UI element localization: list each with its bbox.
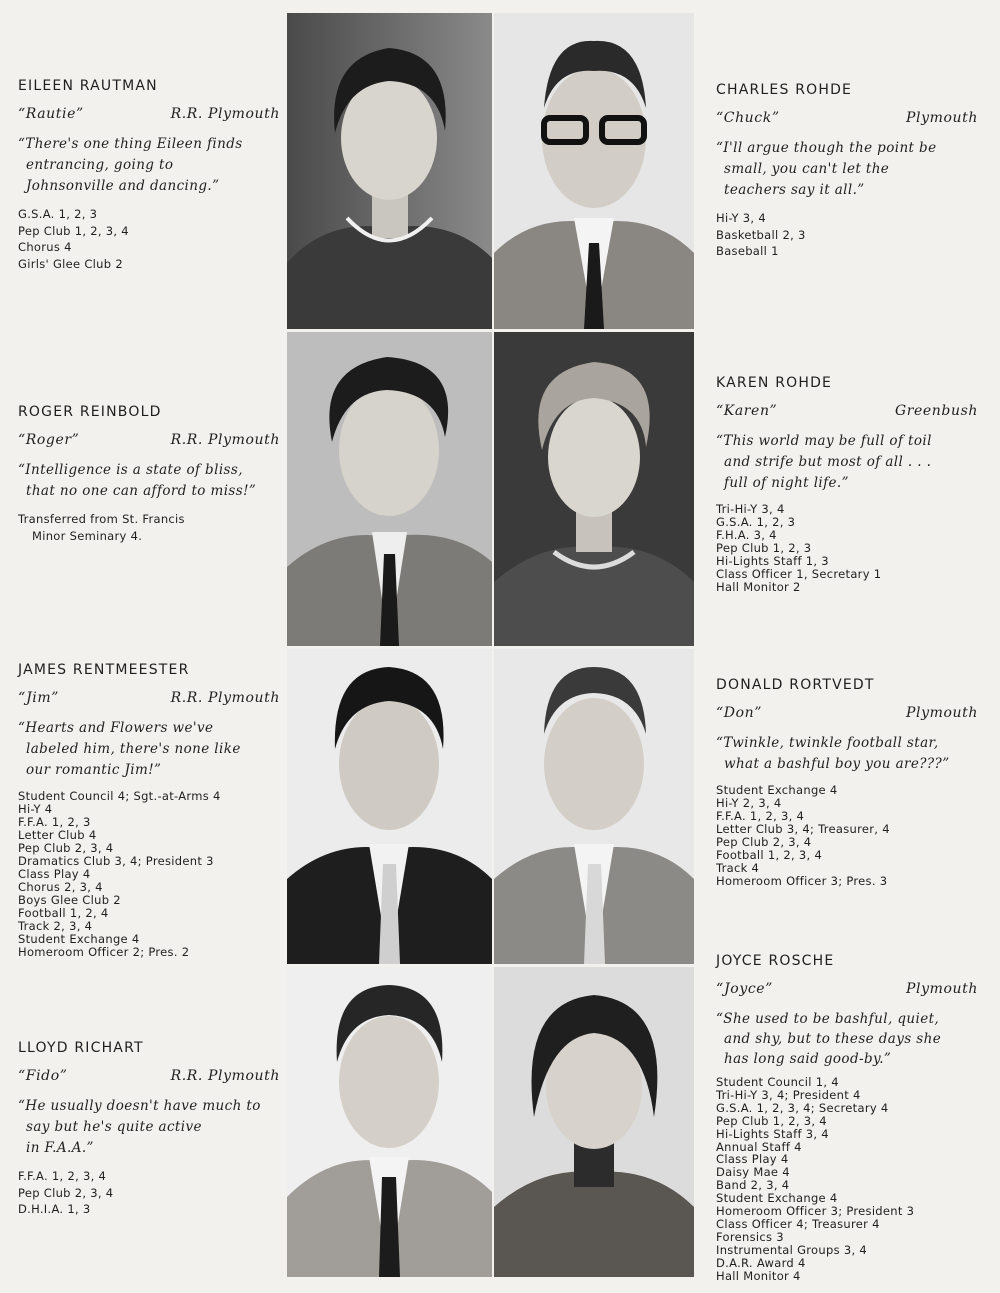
quote-line: say but he's quite active (26, 1119, 202, 1135)
activity: Baseball 1 (716, 244, 779, 258)
hometown: R.R. Plymouth (170, 1068, 280, 1084)
activity: Class Play 4 (18, 867, 91, 881)
activity: Hi-Y 3, 4 (716, 211, 766, 225)
activities (716, 210, 978, 260)
activity: F.F.A. 1, 2, 3 (18, 815, 91, 829)
hometown: Plymouth (906, 705, 978, 721)
portrait-photo-lloyd-richart (287, 967, 492, 1277)
activity: Hi-Lights Staff 1, 3 (716, 554, 829, 568)
activity: Basketball 2, 3 (716, 227, 806, 242)
activity: Dramatics Club 3, 4; President 3 (18, 854, 214, 868)
portrait-photo-james-rentmeester (287, 649, 492, 964)
activity: Hall Monitor 2 (716, 580, 801, 594)
student-name: JOYCE ROSCHE (716, 953, 835, 969)
portrait-photo-roger-reinbold (287, 332, 492, 646)
activity: Student Exchange 4 (716, 1191, 838, 1206)
quote-line: “There's one thing Eileen finds (18, 136, 243, 152)
portrait-photo-charles-rohde (494, 13, 694, 329)
nickname-line (716, 981, 978, 999)
hometown: Plymouth (906, 110, 978, 126)
nickname: “Jim” (18, 690, 60, 706)
quote-line: our romantic Jim!” (26, 762, 162, 778)
entry-donald-rortvedt (716, 677, 978, 888)
student-name: DONALD RORTVEDT (716, 677, 875, 693)
activity: G.S.A. 1, 2, 3 (716, 515, 796, 529)
activity: Tri-Hi-Y 3, 4 (716, 502, 785, 516)
activity: F.F.A. 1, 2, 3, 4 (716, 809, 805, 823)
activities (18, 790, 280, 959)
portrait-photo-joyce-rosche (494, 967, 694, 1277)
activity: Girls' Glee Club 2 (18, 256, 123, 271)
activities (716, 784, 978, 888)
activity: Class Officer 1, Secretary 1 (716, 567, 882, 581)
activities (716, 1076, 978, 1283)
nickname-line (716, 403, 978, 421)
activity: D.A.R. Award 4 (716, 1255, 806, 1270)
nickname: “Rautie” (18, 106, 84, 122)
entry-james-rentmeester (18, 662, 280, 959)
activity: F.H.A. 3, 4 (716, 528, 777, 542)
quote-line: labeled him, there's none like (26, 741, 241, 757)
activity: Student Council 4; Sgt.-at-Arms 4 (18, 789, 221, 803)
nickname-line (716, 705, 978, 723)
portrait-photo-eileen-rautman (287, 13, 492, 329)
activity: Homeroom Officer 3; President 3 (716, 1204, 915, 1219)
activity: Student Exchange 4 (716, 783, 838, 797)
portrait-photo-karen-rohde (494, 332, 694, 646)
activity: Chorus 4 (18, 240, 72, 254)
student-name: ROGER REINBOLD (18, 404, 162, 420)
quote-line: has long said good-by.” (724, 1051, 892, 1067)
hometown: R.R. Plymouth (170, 690, 280, 706)
entry-karen-rohde (716, 375, 978, 594)
activity: Pep Club 2, 3, 4 (18, 1185, 114, 1200)
quote (716, 431, 978, 494)
quote-line: “Intelligence is a state of bliss, (18, 462, 243, 478)
activity: Hall Monitor 4 (716, 1268, 801, 1283)
activity: Hi-Y 2, 3, 4 (716, 796, 782, 810)
quote-line: “This world may be full of toil (716, 433, 932, 449)
quote-line: and strife but most of all . . . (724, 454, 932, 470)
nickname: “Joyce” (716, 981, 773, 997)
activity: Letter Club 4 (18, 828, 97, 842)
student-name: LLOYD RICHART (18, 1040, 144, 1056)
hometown: R.R. Plymouth (170, 106, 280, 122)
activity: Annual Staff 4 (716, 1139, 802, 1154)
activity: Letter Club 3, 4; Treasurer, 4 (716, 822, 890, 836)
quote (18, 718, 280, 781)
activity: Class Play 4 (716, 1152, 789, 1167)
activity: Band 2, 3, 4 (716, 1178, 790, 1193)
quote (18, 134, 280, 197)
quote-line: “Hearts and Flowers we've (18, 720, 214, 736)
quote-line: “He usually doesn't have much to (18, 1098, 261, 1114)
activity: Tri-Hi-Y 3, 4; President 4 (716, 1087, 861, 1102)
activities (18, 1168, 280, 1218)
activity: Transferred from St. Francis (18, 512, 185, 526)
quote-line: full of night life.” (724, 475, 849, 491)
activity: Pep Club 1, 2, 3, 4 (18, 223, 129, 238)
activity: Pep Club 2, 3, 4 (716, 835, 812, 849)
activity: Football 1, 2, 4 (18, 906, 109, 920)
quote (716, 1009, 978, 1069)
quote-line: “She used to be bashful, quiet, (716, 1011, 940, 1027)
activity: G.S.A. 1, 2, 3 (18, 207, 98, 221)
student-name: EILEEN RAUTMAN (18, 78, 158, 94)
quote-line: in F.A.A.” (26, 1140, 94, 1156)
quote-line: Johnsonville and dancing.” (26, 178, 220, 194)
quote-line: small, you can't let the (724, 161, 890, 177)
quote-line: what a bashful boy you are???” (724, 756, 950, 772)
nickname: “Don” (716, 705, 762, 721)
activity: Daisy Mae 4 (716, 1165, 790, 1180)
nickname-line (18, 1068, 280, 1086)
activity: Homeroom Officer 2; Pres. 2 (18, 945, 190, 959)
quote-line: “I'll argue though the point be (716, 140, 937, 156)
nickname-line (716, 110, 978, 128)
activity: G.S.A. 1, 2, 3, 4; Secretary 4 (716, 1100, 889, 1115)
entry-lloyd-richart (18, 1040, 280, 1218)
activity: Track 4 (716, 861, 760, 875)
student-name: JAMES RENTMEESTER (18, 662, 190, 678)
student-name: KAREN ROHDE (716, 375, 833, 391)
quote-line: “Twinkle, twinkle football star, (716, 735, 939, 751)
activity: Football 1, 2, 3, 4 (716, 848, 823, 862)
activities (18, 206, 280, 272)
activities (18, 511, 280, 544)
quote-line: teachers say it all.” (724, 182, 865, 198)
activity: Track 2, 3, 4 (18, 919, 93, 933)
portrait-photo-donald-rortvedt (494, 649, 694, 964)
activity: Student Council 1, 4 (716, 1075, 839, 1089)
entry-joyce-rosche (716, 953, 978, 1283)
activity: Chorus 2, 3, 4 (18, 880, 103, 894)
entry-charles-rohde (716, 82, 978, 260)
nickname: “Roger” (18, 432, 80, 448)
nickname-line (18, 106, 280, 124)
nickname: “Chuck” (716, 110, 780, 126)
quote-line: and shy, but to these days she (724, 1031, 942, 1047)
quote-line: that no one can afford to miss!” (26, 483, 257, 499)
entry-eileen-rautman (18, 78, 280, 272)
nickname: “Fido” (18, 1068, 68, 1084)
activity: Boys Glee Club 2 (18, 893, 121, 907)
quote (716, 733, 978, 775)
student-name: CHARLES ROHDE (716, 82, 853, 98)
activity: Pep Club 1, 2, 3, 4 (716, 1113, 827, 1128)
quote (18, 460, 280, 502)
activity: Minor Seminary 4. (32, 528, 143, 543)
nickname-line (18, 432, 280, 450)
activity: D.H.I.A. 1, 3 (18, 1202, 91, 1216)
activity: Forensics 3 (716, 1229, 784, 1244)
activity: Hi-Lights Staff 3, 4 (716, 1126, 829, 1141)
nickname-line (18, 690, 280, 708)
hometown: R.R. Plymouth (170, 432, 280, 448)
activity: F.F.A. 1, 2, 3, 4 (18, 1169, 107, 1183)
activities (716, 503, 978, 594)
activity: Class Officer 4; Treasurer 4 (716, 1216, 880, 1231)
hometown: Greenbush (894, 403, 978, 419)
entry-roger-reinbold (18, 404, 280, 544)
activity: Pep Club 1, 2, 3 (716, 541, 812, 555)
quote-line: entrancing, going to (26, 157, 174, 173)
activity: Hi-Y 4 (18, 802, 53, 816)
nickname: “Karen” (716, 403, 778, 419)
quote (18, 1096, 280, 1159)
hometown: Plymouth (906, 981, 978, 997)
activity: Instrumental Groups 3, 4 (716, 1242, 867, 1257)
activity: Homeroom Officer 3; Pres. 3 (716, 874, 888, 888)
activity: Student Exchange 4 (18, 932, 140, 946)
activity: Pep Club 2, 3, 4 (18, 841, 114, 855)
quote (716, 138, 978, 201)
